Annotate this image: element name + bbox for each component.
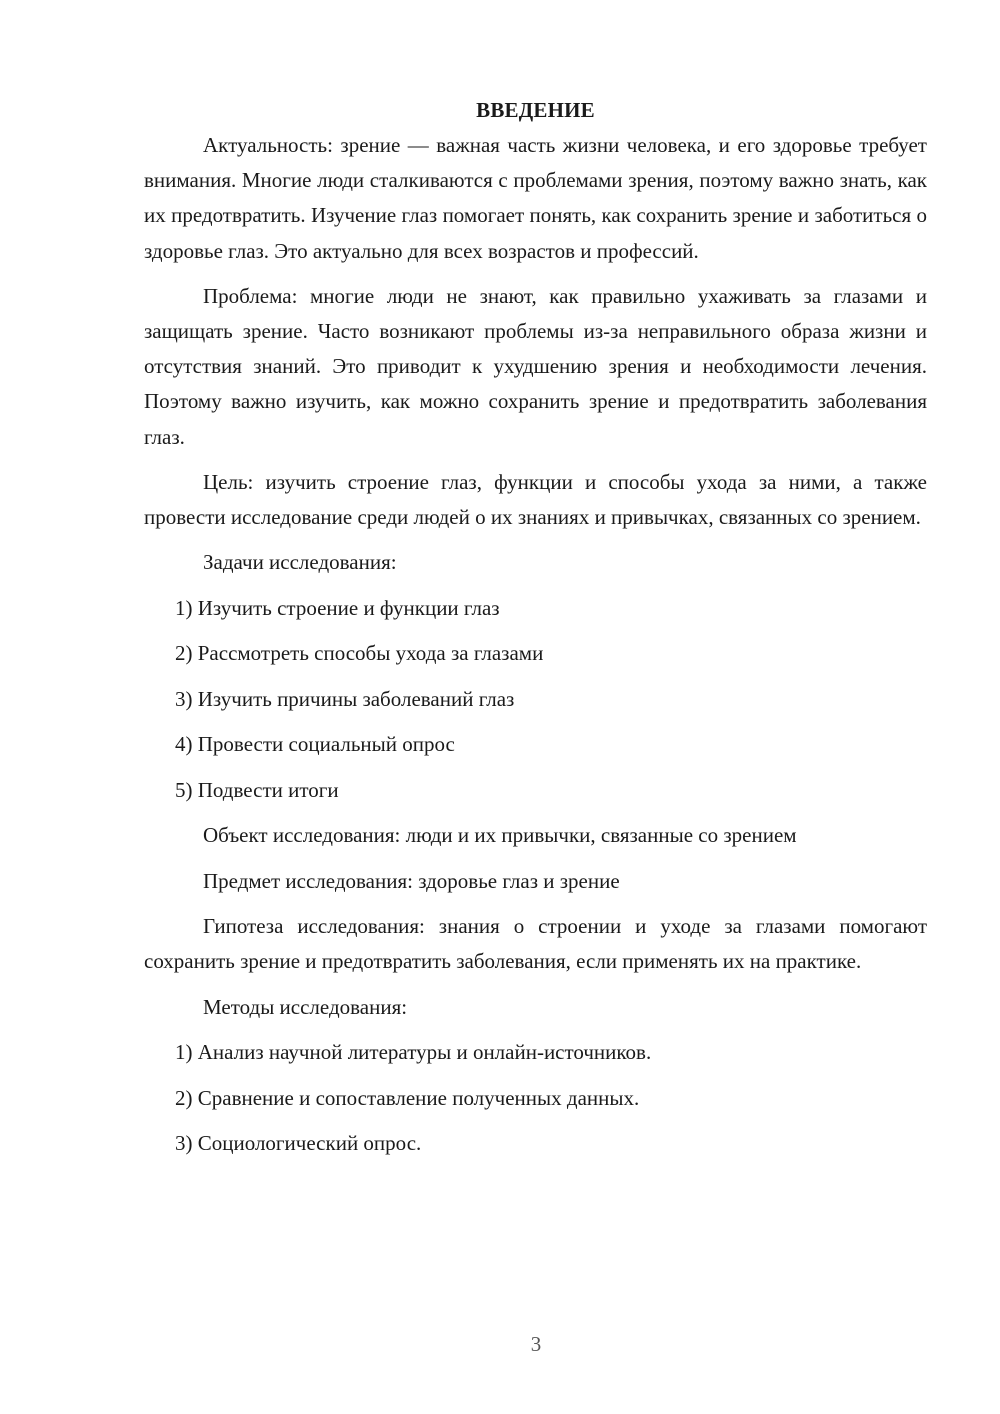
task-item: 2) Рассмотреть способы ухода за глазами <box>175 641 544 666</box>
method-item: 1) Анализ научной литературы и онлайн-источников. <box>175 1040 652 1065</box>
relevance-paragraph: Актуальность: зрение — важная часть жизни человека, и его здоровье требует внимания. Многие люди сталкиваются с проблемами зрения, поэтому важно знать, как их предотвратить. Изучение глаз помогает понять, как сохранить зрение и заботиться о здоровье глаз. Это актуально для всех возрастов и профессий. <box>144 133 927 263</box>
task-item: 3) Изучить причины заболеваний глаз <box>175 686 515 711</box>
goal-paragraph: Цель: изучить строение глаз, функции и способы ухода за ними, а также провести исследование среди людей о их знаниях и привычках, связанных со зрением. <box>144 469 927 530</box>
page-number: 3 <box>530 1332 542 1356</box>
object-line: Объект исследования: люди и их привычки, связанные со зрением <box>203 823 797 848</box>
tasks-list <box>144 591 927 809</box>
task-item: 1) Изучить строение и функции глаз <box>175 595 500 620</box>
subject-line: Предмет исследования: здоровье глаз и зрение <box>203 868 620 893</box>
method-item: 3) Социологический опрос. <box>175 1131 422 1156</box>
page-content <box>144 92 927 1172</box>
tasks-heading: Задачи исследования: <box>203 550 397 575</box>
task-item: 5) Подвести итоги <box>175 777 339 802</box>
hypothesis-paragraph: Гипотеза исследования: знания о строении и уходе за глазами помогают сохранить зрение и предотвратить заболевания, если применять их на практике. <box>144 914 927 974</box>
methods-heading: Методы исследования: <box>203 994 408 1019</box>
section-title: ВВЕДЕНИЕ <box>476 98 595 122</box>
task-item: 4) Провести социальный опрос <box>175 732 455 757</box>
problem-paragraph: Проблема: многие люди не знают, как правильно ухаживать за глазами и защищать зрение. Часто возникают проблемы из-за неправильного образа жизни и отсутствия знаний. Это приводит к ухудшению зрения и необходимости лечения. Поэтому важно изучить, как можно сохранить зрение и предотвратить заболевания глаз. <box>144 283 927 449</box>
method-item: 2) Сравнение и сопоставление полученных данных. <box>175 1085 640 1110</box>
methods-list <box>144 1035 927 1162</box>
